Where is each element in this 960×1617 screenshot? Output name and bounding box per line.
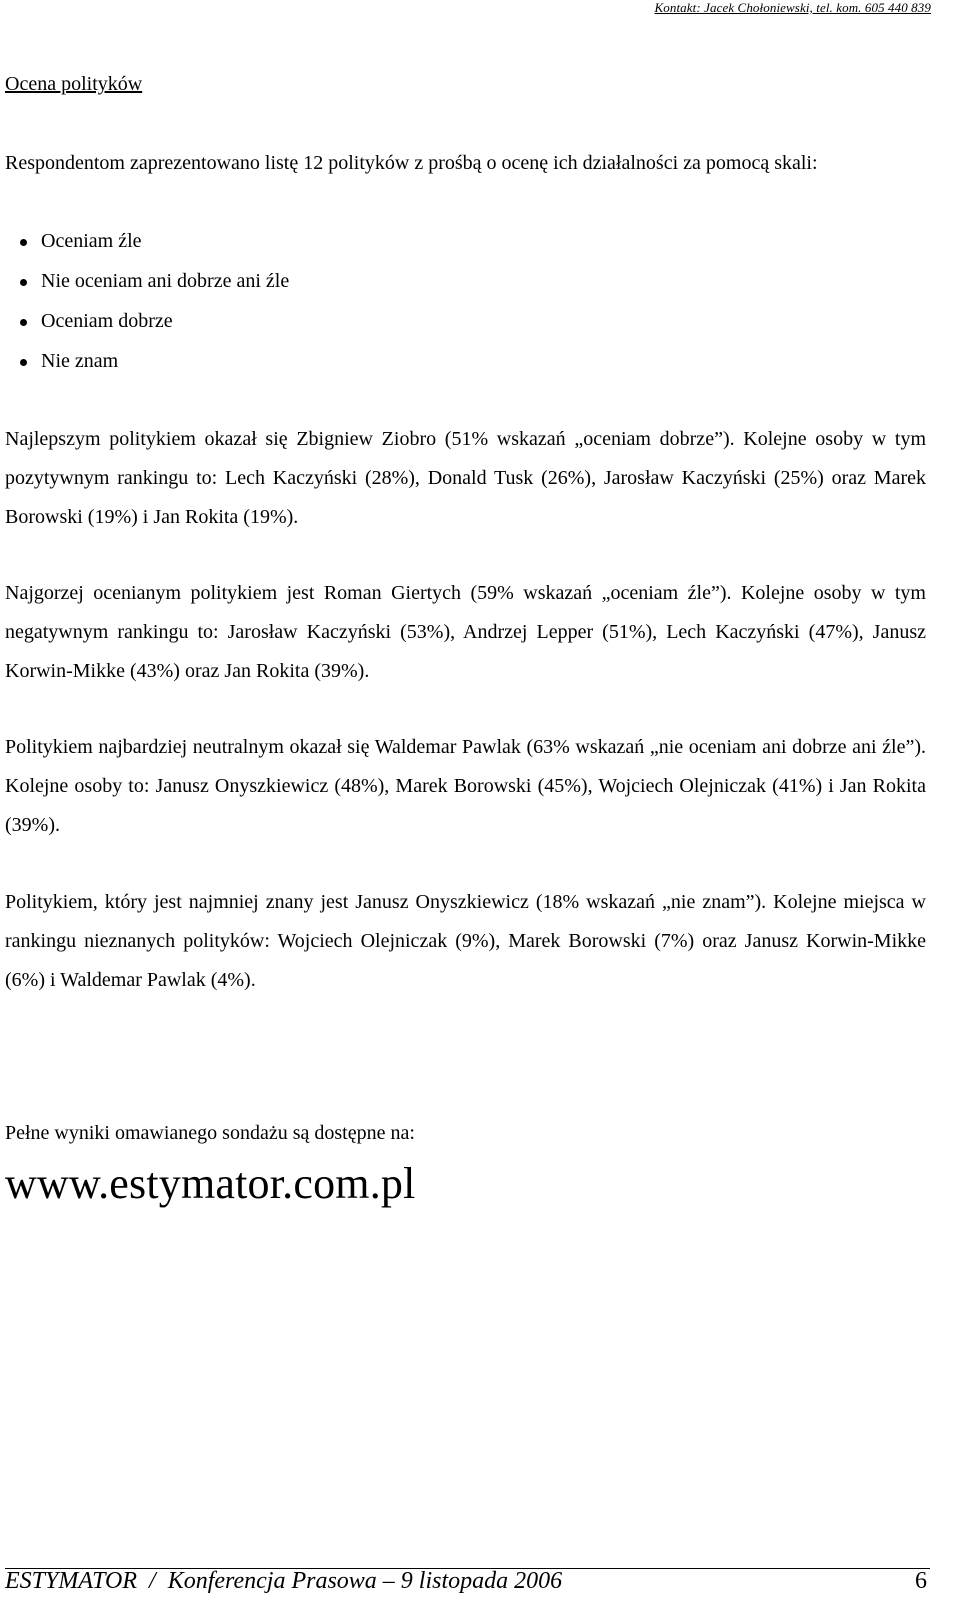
page-number: 6 <box>915 1568 927 1594</box>
website-link[interactable]: www.estymator.com.pl <box>5 1159 416 1208</box>
bullet-icon <box>20 319 27 326</box>
scale-option: Nie oceniam ani dobrze ani źle <box>41 270 290 292</box>
rating-scale-list <box>0 228 289 388</box>
bullet-icon <box>20 239 27 246</box>
paragraph-worst-rated: Najgorzej ocenianym politykiem jest Roman Giertych (59% wskazań „oceniam źle”). Kolejne osoby w tym negatywnym rankingu to: Jarosław Kaczyński (53%), Andrzej Lepper (51%), Lech Kaczyński (47%), Janusz Korwin-Mikke (43%) oraz Jan Rokita (39%). <box>5 582 926 682</box>
intro-text: Respondentom zaprezentowano listę 12 polityków z prośbą o ocenę ich działalności za pomocą skali: <box>5 152 818 174</box>
paragraph-least-known: Politykiem, który jest najmniej znany jest Janusz Onyszkiewicz (18% wskazań „nie znam”). Kolejne miejsca w rankingu nieznanych polityków: Wojciech Olejniczak (9%), Marek Borowski (7%) oraz Janusz Korwin-Mikke (6%) i Waldemar Pawlak (4%). <box>5 891 926 991</box>
list-item <box>0 268 289 308</box>
paragraph-best-rated: Najlepszym politykiem okazał się Zbigniew Ziobro (51% wskazań „oceniam dobrze”). Kolejne osoby w tym pozytywnym rankingu to: Lech Kaczyński (28%), Donald Tusk (26%), Jarosław Kaczyński (25%) oraz Marek Borowski (19%) i Jan Rokita (19%). <box>5 428 926 528</box>
scale-option: Oceniam źle <box>41 230 142 252</box>
bullet-icon <box>20 279 27 286</box>
list-item <box>0 348 289 388</box>
list-item <box>0 228 289 268</box>
paragraph-neutral: Politykiem najbardziej neutralnym okazał się Waldemar Pawlak (63% wskazań „nie oceniam ani dobrze ani źle”). Kolejne osoby to: Janusz Onyszkiewicz (48%), Marek Borowski (45%), Wojciech Olejniczak (41%) i Jan Rokita (39%). <box>5 736 926 836</box>
results-note: Pełne wyniki omawianego sondażu są dostępne na: <box>5 1122 415 1144</box>
bullet-icon <box>20 359 27 366</box>
scale-option: Oceniam dobrze <box>41 310 173 332</box>
footer-title: ESTYMATOR / Konferencja Prasowa – 9 listopada 2006 <box>5 1568 563 1594</box>
scale-option: Nie znam <box>41 350 119 372</box>
section-title: Ocena polityków <box>5 73 143 95</box>
header-contact: Kontakt: Jacek Chołoniewski, tel. kom. 605 440 839 <box>654 0 931 15</box>
list-item <box>0 308 289 348</box>
